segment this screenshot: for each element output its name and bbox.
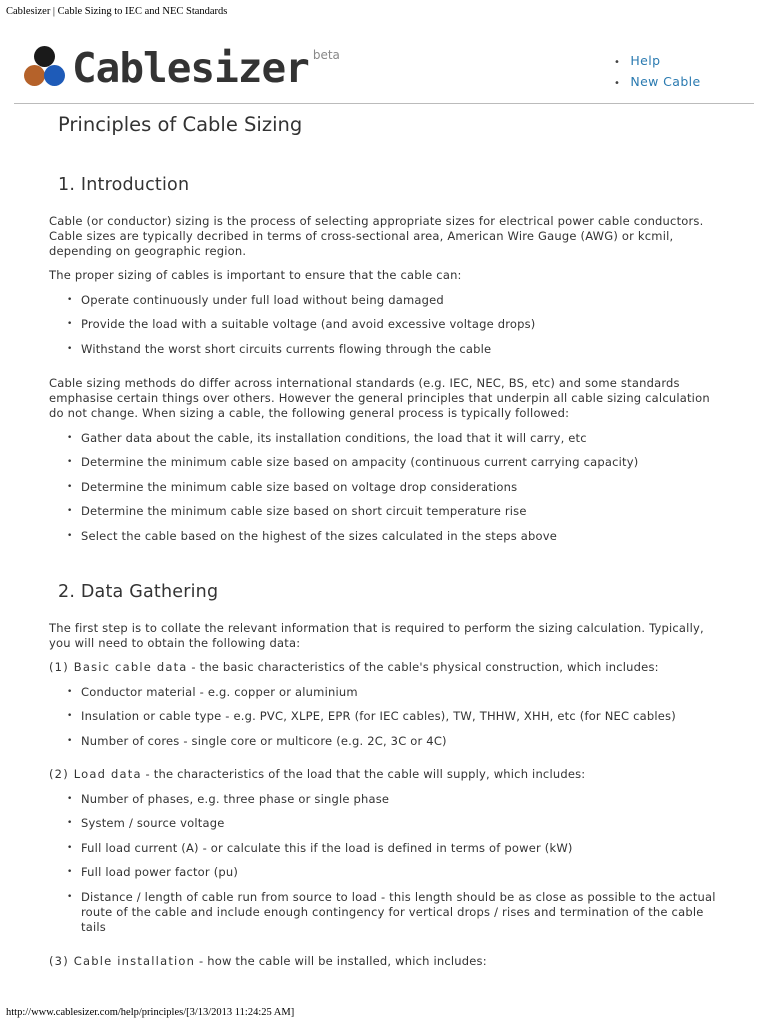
data-intro-paragraph: The first step is to collate the relevant information that is required to perform the sizing calculation. Typically, you will need to obtain the following data: [49,621,704,650]
logo-text: Cablesizer [72,44,309,92]
cable-installation-paragraph [49,954,714,969]
list-item: • Determine the minimum cable size based on voltage drop considerations [67,480,717,495]
browser-title: Cablesizer | Cable Sizing to IEC and NEC Standards [6,6,228,17]
help-link[interactable]: Help [630,53,661,68]
basic-cable-data-list [67,685,717,758]
section-heading-introduction: 1. Introduction [58,175,190,195]
list-item: • Full load current (A) - or calculate this if the load is defined in terms of power (kW) [67,841,717,856]
list-item: • Select the cable based on the highest of the sizes calculated in the steps above [67,529,717,544]
cable-requirements-list [67,293,717,366]
new-cable-link[interactable]: New Cable [630,74,701,89]
list-item: • Provide the load with a suitable voltage (and avoid excessive voltage drops) [67,317,717,332]
nav-item-new-cable [614,72,701,93]
sizing-process-list [67,431,717,553]
logo[interactable] [24,46,340,90]
list-item: • Withstand the worst short circuits currents flowing through the cable [67,342,717,357]
basic-cable-data-label: (1) Basic cable data [49,660,188,674]
beta-badge: beta [312,48,340,62]
load-data-label: (2) Load data [49,767,142,781]
list-item: • Number of phases, e.g. three phase or single phase [67,792,717,807]
methods-paragraph: Cable sizing methods do differ across international standards (e.g. IEC, NEC, BS, etc) and some standards emphasise certain things over others. However the general principles that underpin all cable sizing calculation do not change. When sizing a cable, the following general process is typically followed: [49,376,710,420]
cable-installation-label: (3) Cable installation [49,954,196,968]
top-nav [614,51,701,93]
list-item: • Full load power factor (pu) [67,865,717,880]
list-item: • Determine the minimum cable size based on short circuit temperature rise [67,504,717,519]
list-item: • Insulation or cable type - e.g. PVC, XLPE, EPR (for IEC cables), TW, THHW, XHH, etc (for NEC cables) [67,709,717,724]
list-item: • Number of cores - single core or multicore (e.g. 2C, 3C or 4C) [67,734,717,749]
page-title: Principles of Cable Sizing [58,113,303,136]
logo-icon [24,46,66,88]
section-heading-data-gathering: 2. Data Gathering [58,582,219,602]
load-data-paragraph [49,767,714,782]
nav-item-help [614,51,701,72]
intro-paragraph: Cable (or conductor) sizing is the process of selecting appropriate sizes for electrical power cable conductors. Cable sizes are typically decribed in terms of cross-sectional area, American Wire Gauge (AWG) or kcmil, depending on geographic region. [49,214,704,258]
list-item: • Distance / length of cable run from source to load - this length should be as close as possible to the actual route of the cable and include enough contingency for vertical drops / rises and termination of the cable tails [67,890,717,935]
list-item: • Gather data about the cable, its installation conditions, the load that it will carry, etc [67,431,717,446]
site-header [14,40,754,104]
page-url: http://www.cablesizer.com/help/principles/[3/13/2013 11:24:25 AM] [6,1007,295,1018]
load-data-list [67,792,717,944]
basic-cable-data-paragraph [49,660,714,675]
intro-purpose-paragraph: The proper sizing of cables is important to ensure that the cable can: [49,268,462,282]
list-item: • Determine the minimum cable size based on ampacity (continuous current carrying capacity) [67,455,717,470]
basic-cable-data-text: - the basic characteristics of the cable's physical construction, which includes: [187,660,659,674]
list-item: • System / source voltage [67,816,717,831]
load-data-text: - the characteristics of the load that the cable will supply, which includes: [141,767,586,781]
list-item: • Conductor material - e.g. copper or aluminium [67,685,717,700]
cable-installation-text: - how the cable will be installed, which includes: [195,954,487,968]
list-item: • Operate continuously under full load without being damaged [67,293,717,308]
